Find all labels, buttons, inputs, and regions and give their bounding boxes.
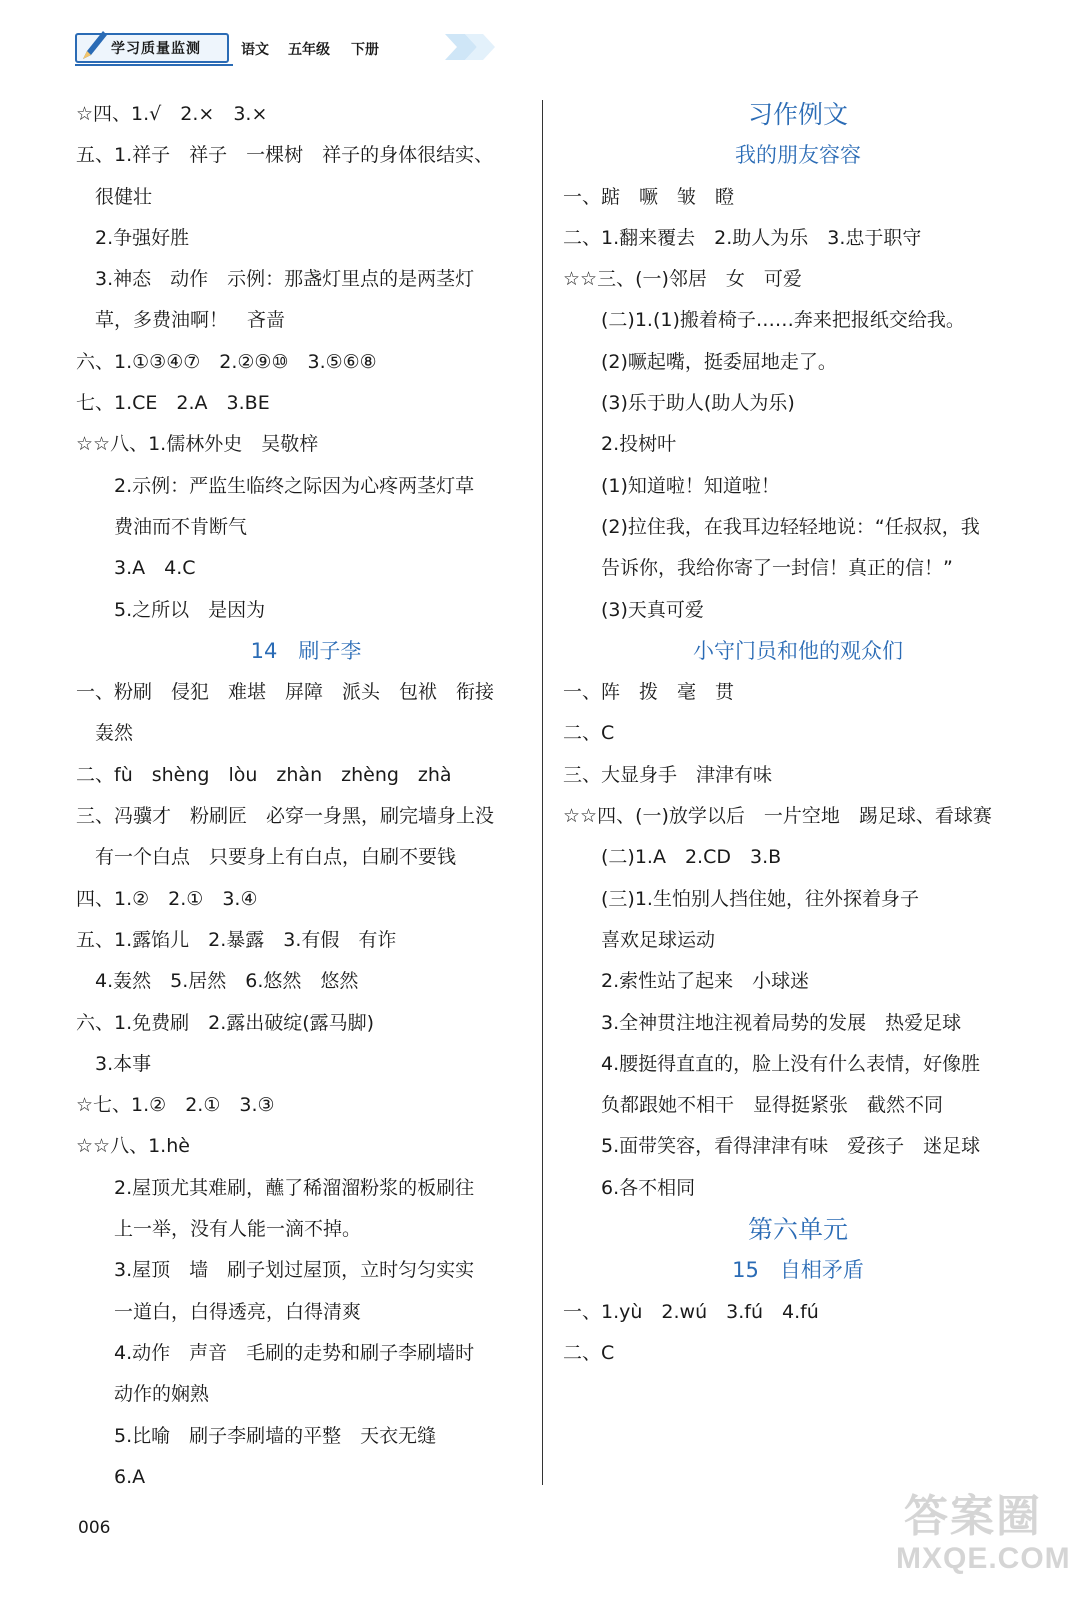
answer-line: ☆☆八、1.儒林外史 吴敬梓 xyxy=(76,433,319,456)
watermark-url: MXQE.COM xyxy=(896,1542,1071,1575)
answer-line: 六、1.①③④⑦ 2.②⑨⑩ 3.⑤⑥⑧ xyxy=(76,350,377,373)
answer-line: ☆☆三、(一)邻居 女 可爱 xyxy=(563,268,802,291)
grade-label: 五年级 xyxy=(288,42,330,58)
answer-line: (1)知道啦！知道啦！ xyxy=(563,474,780,497)
column-divider xyxy=(542,100,543,1485)
answer-line: 3.屋顶 墙 刷子划过屋顶，立时匀匀实实 xyxy=(76,1259,475,1282)
chevron-arrows-icon xyxy=(443,32,505,62)
answer-line: ☆四、1.√ 2.× 3.× xyxy=(76,103,268,125)
answer-line: 4.轰然 5.居然 6.悠然 悠然 xyxy=(76,970,359,993)
answer-line: ☆七、1.② 2.① 3.③ xyxy=(76,1094,275,1117)
answer-line: 草，多费油啊！ 吝啬 xyxy=(76,309,286,332)
watermark-title: 答案圈 xyxy=(904,1491,1042,1542)
answer-line: 告诉你，我给你寄了一封信！真正的信！” xyxy=(563,557,953,580)
answer-line: 2.索性站了起来 小球迷 xyxy=(563,970,810,993)
answer-line: 一、阵 拨 毫 贯 xyxy=(563,681,735,704)
answer-line: (3)天真可爱 xyxy=(563,598,704,621)
subject-label: 语文 xyxy=(241,42,269,58)
answer-line: (二)1.(1)搬着椅子……奔来把报纸交给我。 xyxy=(563,309,965,332)
section-heading: 小守门员和他的观众们 xyxy=(693,638,903,663)
brand-title: 学习质量监测 xyxy=(111,41,201,57)
right-column xyxy=(563,94,1033,1374)
pencil-icon xyxy=(79,29,109,63)
answer-line: 6.各不相同 xyxy=(563,1176,696,1199)
answer-line: 轰然 xyxy=(76,722,134,745)
answer-line: 3.全神贯注地注视着局势的发展 热爱足球 xyxy=(563,1011,962,1034)
answer-line: 4.腰挺得直直的，脸上没有什么表情，好像胜 xyxy=(563,1052,981,1075)
page-header xyxy=(75,30,515,64)
left-column xyxy=(76,94,536,1498)
answer-line: 6.A xyxy=(76,1465,146,1488)
answer-line: 2.争强好胜 xyxy=(76,226,190,249)
answer-line: 一、粉刷 侵犯 难堪 屏障 派头 包袱 衔接 xyxy=(76,681,495,704)
volume-label: 下册 xyxy=(351,42,379,58)
answer-line: 二、fù shèng lòu zhàn zhèng zhà xyxy=(76,763,452,786)
answer-line: 一道白，白得透亮，白得清爽 xyxy=(76,1300,362,1323)
answer-line: (三)1.生怕别人挡住她，往外探着身子 xyxy=(563,887,919,910)
section-heading: 14 刷子李 xyxy=(250,638,362,663)
answer-line: 有一个白点 只要身上有白点，白刷不要钱 xyxy=(76,846,457,869)
answer-line: 2.投树叶 xyxy=(563,433,677,456)
answer-line: 三、冯骥才 粉刷匠 必穿一身黑，刷完墙身上没 xyxy=(76,805,495,828)
answer-line: 5.比喻 刷子李刷墙的平整 天衣无缝 xyxy=(76,1424,437,1447)
page-number: 006 xyxy=(78,1518,111,1538)
answer-line: (3)乐于助人(助人为乐) xyxy=(563,392,795,415)
answer-line: 二、1.翻来覆去 2.助人为乐 3.忠于职守 xyxy=(563,226,922,249)
answer-line: 动作的娴熟 xyxy=(76,1383,210,1406)
answer-line: 喜欢足球运动 xyxy=(563,928,716,951)
answer-line: 2.示例：严监生临终之际因为心疼两茎灯草 xyxy=(76,474,475,497)
answer-line: 5.之所以 是因为 xyxy=(76,598,266,621)
answer-line: 三、大显身手 津津有味 xyxy=(563,763,773,786)
answer-line: 3.神态 动作 示例：那盏灯里点的是两茎灯 xyxy=(76,268,475,291)
header-underline xyxy=(75,64,233,66)
answer-line: 四、1.② 2.① 3.④ xyxy=(76,887,258,910)
answer-line: 3.本事 xyxy=(76,1052,152,1075)
answer-line: ☆☆四、(一)放学以后 一片空地 踢足球、看球赛 xyxy=(563,805,992,828)
answer-line: (二)1.A 2.CD 3.B xyxy=(563,846,782,869)
answer-line: 五、1.露馅儿 2.暴露 3.有假 有诈 xyxy=(76,928,397,951)
watermark xyxy=(896,1480,1071,1590)
answer-line: (2)噘起嘴，挺委屈地走了。 xyxy=(563,350,837,373)
answer-line: 3.A 4.C xyxy=(76,557,196,580)
answer-line: (2)拉住我，在我耳边轻轻地说：“任叔叔，我 xyxy=(563,515,980,538)
answer-line: 很健壮 xyxy=(76,185,153,208)
answer-line: 上一举，没有人能一滴不掉。 xyxy=(76,1218,362,1241)
answer-line: 4.动作 声音 毛刷的走势和刷子李刷墙时 xyxy=(76,1341,475,1364)
section-heading: 第六单元 xyxy=(747,1215,848,1245)
answer-line: 2.屋顶尤其难刷，蘸了稀溜溜粉浆的板刷往 xyxy=(76,1176,475,1199)
answer-line: 五、1.祥子 祥子 一棵树 祥子的身体很结实、 xyxy=(76,144,494,167)
answer-line: ☆☆八、1.hè xyxy=(76,1135,190,1158)
answer-line: 二、C xyxy=(563,1341,615,1364)
answer-line: 一、1.yù 2.wú 3.fú 4.fú xyxy=(563,1300,819,1323)
answer-line: 六、1.免费刷 2.露出破绽(露马脚) xyxy=(76,1011,375,1034)
answer-line: 一、踮 噘 皱 瞪 xyxy=(563,185,735,208)
answer-line: 费油而不肯断气 xyxy=(76,515,248,538)
answer-line: 负都跟她不相干 显得挺紧张 截然不同 xyxy=(563,1094,944,1117)
answer-line: 七、1.CE 2.A 3.BE xyxy=(76,392,270,415)
brand-badge xyxy=(75,33,229,63)
answer-line: 5.面带笑容，看得津津有味 爱孩子 迷足球 xyxy=(563,1135,981,1158)
section-heading: 习作例文 xyxy=(747,100,848,129)
section-heading: 15 自相矛盾 xyxy=(732,1258,864,1283)
answer-line: 二、C xyxy=(563,722,615,745)
section-heading: 我的朋友容容 xyxy=(735,143,861,168)
